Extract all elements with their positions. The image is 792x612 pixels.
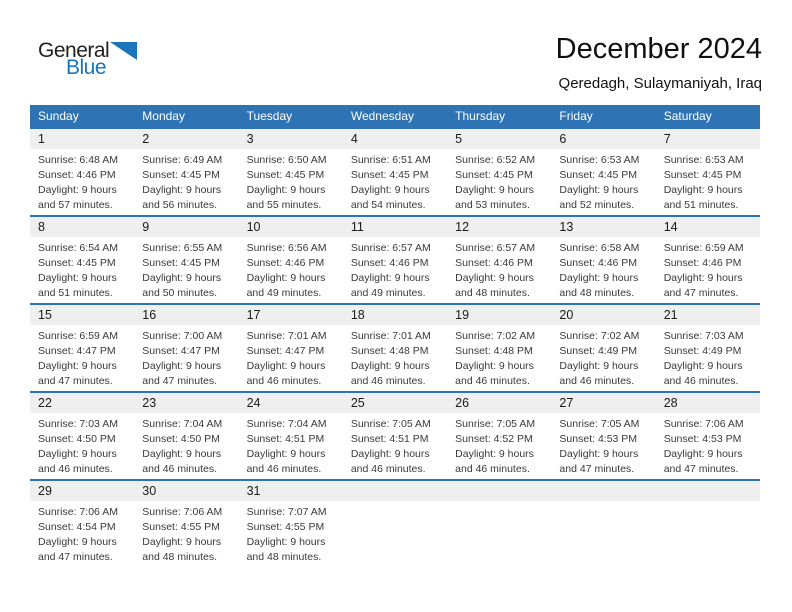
day-cell [447, 393, 551, 479]
day-info-line: Daylight: 9 hours [38, 272, 117, 284]
day-info-line: Sunset: 4:55 PM [246, 521, 325, 533]
day-info-line: Daylight: 9 hours [38, 184, 117, 196]
day-info-line: Sunset: 4:51 PM [350, 433, 429, 445]
day-info-line: Daylight: 9 hours [663, 184, 743, 196]
day-number: 14 [656, 217, 760, 237]
day-info-line: and 46 minutes. [142, 463, 217, 475]
day-info-line: Sunset: 4:45 PM [38, 257, 116, 269]
day-info-line: and 55 minutes. [246, 199, 322, 211]
day-number: 30 [134, 481, 238, 501]
day-info-line: and 47 minutes. [663, 463, 739, 475]
day-info-line: Daylight: 9 hours [38, 448, 117, 460]
day-info [239, 325, 343, 389]
day-number: 5 [447, 129, 551, 149]
day-info-line: Daylight: 9 hours [350, 184, 430, 196]
day-cell [134, 129, 238, 215]
day-cell [239, 217, 343, 303]
day-info [30, 501, 134, 565]
week-row [30, 127, 760, 215]
day-info-line: Sunrise: 6:49 AM [142, 154, 223, 166]
day-cell [447, 129, 551, 215]
day-cell [343, 217, 447, 303]
empty-cell [447, 481, 551, 567]
day-info-line: Sunrise: 6:58 AM [559, 242, 640, 254]
day-info-line: and 54 minutes. [350, 199, 426, 211]
day-number [656, 481, 760, 501]
day-info [134, 325, 238, 389]
day-info-line: Daylight: 9 hours [142, 360, 222, 372]
day-info-line: and 49 minutes. [350, 287, 426, 299]
day-info-line: Sunrise: 6:52 AM [455, 154, 536, 166]
day-info-line: Sunset: 4:48 PM [350, 345, 429, 357]
general-blue-logo [38, 40, 137, 78]
day-number: 28 [656, 393, 760, 413]
day-number: 24 [239, 393, 343, 413]
weekday-header-thursday: Thursday [455, 109, 506, 123]
day-info-line: Sunset: 4:55 PM [142, 521, 220, 533]
page-title: December 2024 [555, 33, 762, 65]
day-info-line: Sunrise: 7:01 AM [246, 330, 327, 342]
day-info-line: Sunset: 4:45 PM [559, 169, 638, 181]
day-info [447, 149, 551, 213]
day-info [551, 237, 655, 301]
day-number: 6 [551, 129, 655, 149]
day-info-line: Sunrise: 7:06 AM [38, 506, 118, 518]
day-info-line: Sunrise: 7:05 AM [455, 418, 536, 430]
day-cell [239, 393, 343, 479]
title-block [556, 32, 762, 92]
day-number: 22 [30, 393, 134, 413]
day-info [134, 149, 238, 213]
day-info [343, 413, 447, 477]
calendar-table [30, 105, 760, 567]
day-info-line: and 46 minutes. [663, 375, 739, 387]
day-info [656, 149, 760, 213]
day-cell [656, 129, 760, 215]
logo-general-text: General [38, 39, 110, 62]
day-info-line: Daylight: 9 hours [246, 184, 326, 196]
day-cell [656, 305, 760, 391]
day-info-line: Sunrise: 6:57 AM [455, 242, 536, 254]
day-info [239, 149, 343, 213]
day-info-line: and 48 minutes. [246, 551, 322, 563]
day-info-line: Daylight: 9 hours [663, 448, 743, 460]
day-info-line: Daylight: 9 hours [559, 448, 639, 460]
day-info [656, 413, 760, 477]
day-info-line: Daylight: 9 hours [455, 360, 534, 372]
day-info-line: Sunrise: 7:04 AM [142, 418, 223, 430]
day-info-line: Daylight: 9 hours [142, 536, 222, 548]
day-info [343, 149, 447, 213]
day-info-line: Sunrise: 6:59 AM [38, 330, 118, 342]
day-info-line: Sunrise: 6:56 AM [246, 242, 327, 254]
day-cell [30, 217, 134, 303]
day-info-line: Sunrise: 6:54 AM [38, 242, 118, 254]
day-info-line: and 47 minutes. [559, 463, 635, 475]
day-info-line: Sunrise: 6:50 AM [246, 154, 327, 166]
day-cell [30, 129, 134, 215]
day-info-line: Sunset: 4:53 PM [559, 433, 638, 445]
day-info-line: Sunset: 4:51 PM [246, 433, 325, 445]
day-info-line: and 47 minutes. [663, 287, 739, 299]
day-info-line: Sunrise: 6:57 AM [350, 242, 431, 254]
day-cell [134, 217, 238, 303]
day-cell [239, 305, 343, 391]
day-info [30, 325, 134, 389]
day-info-line: Sunset: 4:50 PM [142, 433, 220, 445]
day-info-line: Daylight: 9 hours [38, 360, 117, 372]
day-number: 13 [551, 217, 655, 237]
day-info-line: Sunrise: 7:00 AM [142, 330, 223, 342]
day-number: 27 [551, 393, 655, 413]
day-number: 2 [134, 129, 238, 149]
day-info-line: and 46 minutes. [246, 375, 322, 387]
day-info-line: Sunrise: 7:04 AM [246, 418, 327, 430]
weekday-header-sunday: Sunday [38, 109, 79, 123]
day-info-line: and 48 minutes. [142, 551, 217, 563]
day-number: 9 [134, 217, 238, 237]
day-number: 20 [551, 305, 655, 325]
day-number: 21 [656, 305, 760, 325]
day-info [343, 237, 447, 301]
day-info-line: Daylight: 9 hours [246, 272, 326, 284]
day-info-line: Sunrise: 7:03 AM [38, 418, 118, 430]
day-info-line: Daylight: 9 hours [350, 448, 430, 460]
day-number: 19 [447, 305, 551, 325]
weekday-header-tuesday: Tuesday [246, 109, 293, 123]
day-info-line: Daylight: 9 hours [350, 360, 430, 372]
day-info-line: Sunrise: 7:06 AM [663, 418, 744, 430]
day-info [30, 149, 134, 213]
week-row [30, 391, 760, 479]
day-info-line: Sunrise: 6:59 AM [663, 242, 744, 254]
day-info-line: Sunset: 4:46 PM [350, 257, 429, 269]
day-number: 3 [239, 129, 343, 149]
weekday-header-row [30, 105, 760, 127]
day-info [551, 149, 655, 213]
day-cell [343, 393, 447, 479]
day-info-line: Daylight: 9 hours [455, 448, 534, 460]
day-info-line: Daylight: 9 hours [142, 272, 222, 284]
day-info-line: Sunset: 4:47 PM [246, 345, 325, 357]
day-info [343, 325, 447, 389]
day-cell [656, 217, 760, 303]
day-info [134, 413, 238, 477]
day-info-line: Sunrise: 7:07 AM [246, 506, 327, 518]
day-number: 29 [30, 481, 134, 501]
day-info [447, 413, 551, 477]
day-info-line: and 46 minutes. [350, 375, 426, 387]
day-cell [30, 305, 134, 391]
day-info-line: Daylight: 9 hours [455, 184, 534, 196]
day-info-line: Sunset: 4:48 PM [455, 345, 533, 357]
day-info-line: Sunrise: 7:05 AM [559, 418, 640, 430]
day-info-line: and 57 minutes. [38, 199, 113, 211]
day-info-line: Sunrise: 6:55 AM [142, 242, 223, 254]
day-info [134, 501, 238, 565]
empty-cell [551, 481, 655, 567]
day-cell [447, 305, 551, 391]
day-info-line: Sunset: 4:53 PM [663, 433, 742, 445]
day-info-line: Sunrise: 7:03 AM [663, 330, 744, 342]
day-cell [134, 305, 238, 391]
day-info-line: Sunset: 4:45 PM [455, 169, 533, 181]
page-subtitle: Qeredagh, Sulaymaniyah, Iraq [558, 75, 762, 92]
day-number: 8 [30, 217, 134, 237]
day-cell [447, 217, 551, 303]
day-info-line: and 46 minutes. [38, 463, 113, 475]
day-info-line: Sunset: 4:45 PM [142, 257, 220, 269]
day-number: 31 [239, 481, 343, 501]
day-info-line: and 47 minutes. [38, 551, 113, 563]
day-info-line: and 48 minutes. [455, 287, 530, 299]
day-info [30, 237, 134, 301]
day-info-line: Daylight: 9 hours [559, 360, 639, 372]
day-cell [551, 393, 655, 479]
day-info-line: Daylight: 9 hours [142, 184, 222, 196]
day-info-line: Sunset: 4:45 PM [350, 169, 429, 181]
day-number: 25 [343, 393, 447, 413]
day-info-line: Sunrise: 6:53 AM [663, 154, 744, 166]
day-info-line: Sunset: 4:50 PM [38, 433, 116, 445]
day-info-line: Sunset: 4:45 PM [142, 169, 220, 181]
day-info-line: Sunset: 4:46 PM [246, 257, 325, 269]
day-info-line: and 51 minutes. [663, 199, 739, 211]
day-info-line: Sunset: 4:46 PM [455, 257, 533, 269]
day-info-line: Sunrise: 6:48 AM [38, 154, 118, 166]
day-info [134, 237, 238, 301]
day-info-line: Sunset: 4:49 PM [559, 345, 638, 357]
day-info-line: Sunrise: 6:53 AM [559, 154, 640, 166]
day-info-line: Sunset: 4:46 PM [663, 257, 742, 269]
day-cell [656, 393, 760, 479]
week-row [30, 479, 760, 567]
day-info [239, 237, 343, 301]
day-number [447, 481, 551, 501]
day-info-line: and 53 minutes. [455, 199, 530, 211]
day-number: 12 [447, 217, 551, 237]
day-info [447, 237, 551, 301]
day-cell [134, 393, 238, 479]
day-info-line: Daylight: 9 hours [559, 272, 639, 284]
day-info-line: and 49 minutes. [246, 287, 322, 299]
day-cell [343, 305, 447, 391]
day-number: 17 [239, 305, 343, 325]
day-number: 23 [134, 393, 238, 413]
day-info-line: and 47 minutes. [142, 375, 217, 387]
day-info-line: Sunset: 4:45 PM [663, 169, 742, 181]
day-info-line: Daylight: 9 hours [38, 536, 117, 548]
day-info-line: Daylight: 9 hours [559, 184, 639, 196]
day-info [239, 413, 343, 477]
day-number: 4 [343, 129, 447, 149]
day-info-line: and 46 minutes. [559, 375, 635, 387]
day-info-line: and 52 minutes. [559, 199, 635, 211]
day-cell [551, 129, 655, 215]
day-cell [239, 129, 343, 215]
day-info-line: Sunset: 4:46 PM [559, 257, 638, 269]
day-number: 18 [343, 305, 447, 325]
day-cell [30, 393, 134, 479]
day-cell [343, 129, 447, 215]
day-info-line: Daylight: 9 hours [350, 272, 430, 284]
day-info-line: Sunset: 4:47 PM [38, 345, 116, 357]
day-info-line: Sunset: 4:45 PM [246, 169, 325, 181]
day-info-line: Daylight: 9 hours [663, 360, 743, 372]
day-number: 1 [30, 129, 134, 149]
week-row [30, 303, 760, 391]
day-info-line: Sunrise: 7:01 AM [350, 330, 431, 342]
day-info [551, 413, 655, 477]
weekday-header-monday: Monday [142, 109, 185, 123]
day-info [239, 501, 343, 565]
day-info-line: Daylight: 9 hours [246, 360, 326, 372]
day-info-line: Sunrise: 7:02 AM [455, 330, 536, 342]
day-info-line: Sunset: 4:46 PM [38, 169, 116, 181]
day-number [551, 481, 655, 501]
day-info-line: and 46 minutes. [455, 463, 530, 475]
week-row [30, 215, 760, 303]
day-number: 11 [343, 217, 447, 237]
day-info-line: Daylight: 9 hours [142, 448, 222, 460]
day-info-line: Sunrise: 6:51 AM [350, 154, 431, 166]
day-info-line: Daylight: 9 hours [663, 272, 743, 284]
day-info-line: Sunrise: 7:02 AM [559, 330, 640, 342]
day-info-line: and 56 minutes. [142, 199, 217, 211]
weekday-header-saturday: Saturday [663, 109, 712, 123]
day-number: 26 [447, 393, 551, 413]
day-info-line: and 46 minutes. [455, 375, 530, 387]
day-info-line: Daylight: 9 hours [246, 448, 326, 460]
day-info-line: Sunset: 4:54 PM [38, 521, 116, 533]
day-info-line: Sunset: 4:47 PM [142, 345, 220, 357]
day-cell [551, 305, 655, 391]
weekday-header-wednesday: Wednesday [350, 109, 414, 123]
day-cell [30, 481, 134, 567]
day-info-line: and 50 minutes. [142, 287, 217, 299]
day-info-line: Sunrise: 7:05 AM [350, 418, 431, 430]
day-info-line: Sunset: 4:52 PM [455, 433, 533, 445]
day-info [551, 325, 655, 389]
day-number: 7 [656, 129, 760, 149]
day-info [656, 237, 760, 301]
empty-cell [343, 481, 447, 567]
logo-triangle-icon [110, 42, 137, 60]
day-info-line: Daylight: 9 hours [455, 272, 534, 284]
day-info [30, 413, 134, 477]
logo-blue-text: Blue [66, 56, 107, 79]
day-info-line: and 47 minutes. [38, 375, 113, 387]
day-cell [551, 217, 655, 303]
day-info-line: and 46 minutes. [350, 463, 426, 475]
day-number [343, 481, 447, 501]
day-number: 16 [134, 305, 238, 325]
day-cell [134, 481, 238, 567]
empty-cell [656, 481, 760, 567]
weekday-header-friday: Friday [559, 109, 593, 123]
day-info-line: and 48 minutes. [559, 287, 635, 299]
day-info-line: Sunrise: 7:06 AM [142, 506, 223, 518]
day-info-line: Sunset: 4:49 PM [663, 345, 742, 357]
day-number: 15 [30, 305, 134, 325]
day-info-line: and 51 minutes. [38, 287, 113, 299]
day-info [656, 325, 760, 389]
day-info-line: and 46 minutes. [246, 463, 322, 475]
day-info-line: Daylight: 9 hours [246, 536, 326, 548]
day-info [447, 325, 551, 389]
day-cell [239, 481, 343, 567]
day-number: 10 [239, 217, 343, 237]
